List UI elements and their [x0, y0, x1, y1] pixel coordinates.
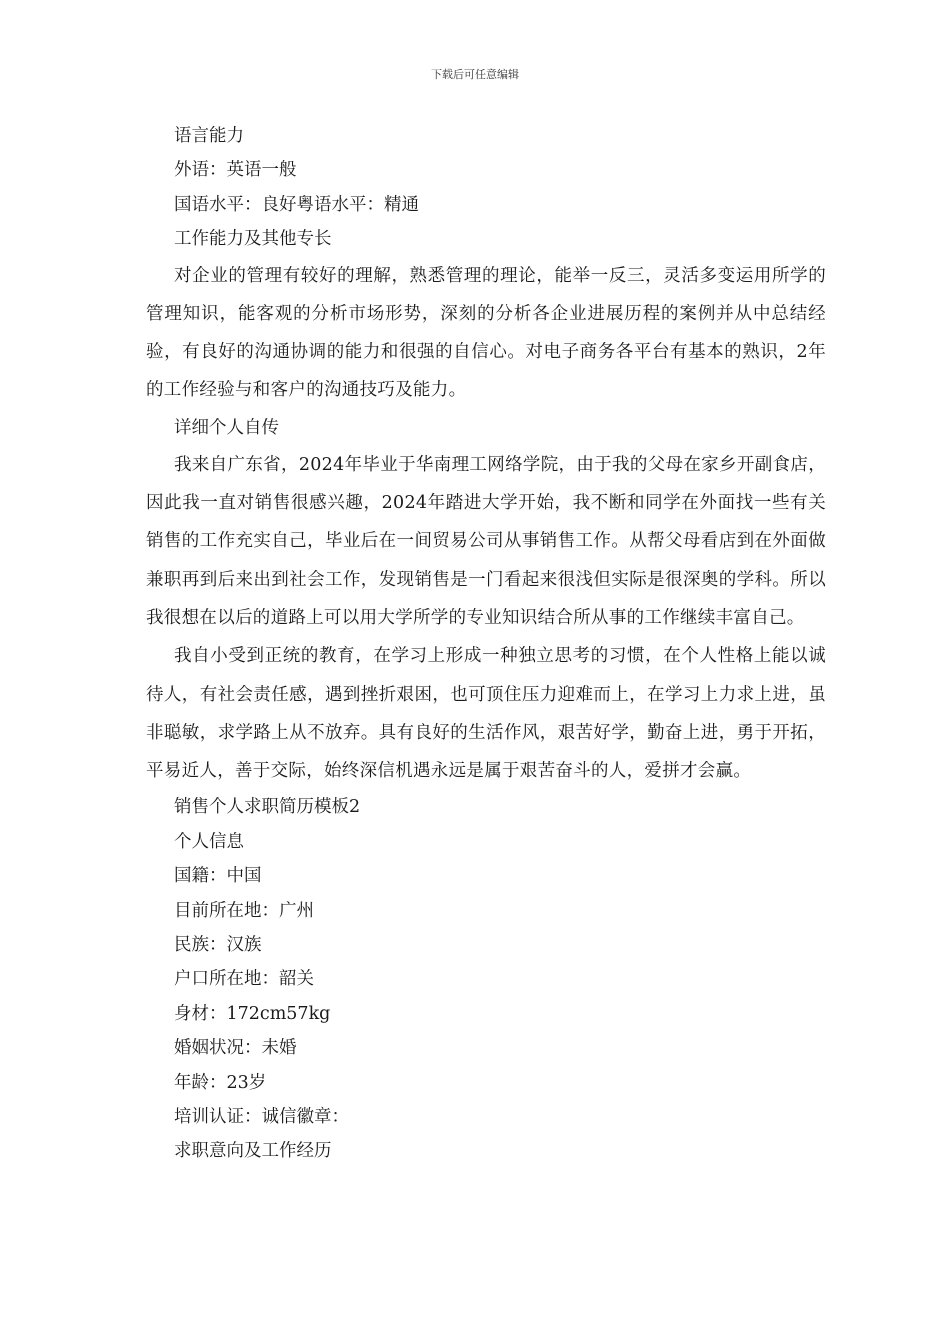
autobiography-paragraph-2: 我自小受到正统的教育，在学习上形成一种独立思考的习惯，在个人性格上能以诚待人，有社会责任感，遇到挫折艰困，也可顶住压力迎难而上，在学习上力求上进，虽非聪敏，求学路上从不放弃。具有良好的生活作风，艰苦好学，勤奋上进，勇于开拓，平易近人，善于交际，始终深信机遇永远是属于艰苦奋斗的人，爱拼才会赢。 — [146, 646, 826, 782]
section-heading-language: 语言能力 — [174, 126, 244, 146]
age-line: 年龄：23岁 — [174, 1072, 267, 1093]
template-2-title: 销售个人求职简历模板2 — [174, 797, 361, 818]
section-heading-work-ability: 工作能力及其他专长 — [174, 229, 332, 250]
marital-status-line: 婚姻状况：未婚 — [174, 1038, 297, 1059]
hukou-location-line: 户口所在地：韶关 — [174, 969, 314, 990]
work-ability-paragraph: 对企业的管理有较好的理解，熟悉管理的理论，能举一反三，灵活多变运用所学的管理知识，能客观的分析市场形势，深刻的分析各企业进展历程的案例并从中总结经验，有良好的沟通协调的能力和很强的自信心。对电子商务各平台有基本的熟识，2年的工作经验与和客户的沟通技巧及能力。 — [146, 265, 826, 401]
autobiography-paragraph-1: 我来自广东省，2024年毕业于华南理工网络学院，由于我的父母在家乡开副食店，因此我一直对销售很感兴趣，2024年踏进大学开始，我不断和同学在外面找一些有关销售的工作充实自己，毕业后在一间贸易公司从事销售工作。从帮父母看店到在外面做兼职再到后来出到社会工作，发现销售是一门看起来很浅但实际是很深奥的学科。所以我很想在以后的道路上可以用大学所学的专业知识结合所从事的工作继续丰富自己。 — [146, 454, 826, 628]
foreign-language-line: 外语：英语一般 — [174, 160, 297, 181]
mandarin-level-line: 国语水平：良好粤语水平：精通 — [174, 194, 419, 215]
page-header-note: 下载后可任意编辑 — [431, 68, 519, 81]
current-location-line: 目前所在地：广州 — [174, 900, 314, 921]
document-body — [146, 119, 826, 1169]
section-heading-autobiography: 详细个人自传 — [174, 417, 279, 438]
nationality-line: 国籍：中国 — [174, 866, 262, 887]
section-heading-personal-info: 个人信息 — [174, 831, 244, 852]
certification-line: 培训认证：诚信徽章： — [174, 1106, 349, 1127]
section-heading-job-intention: 求职意向及工作经历 — [174, 1141, 332, 1162]
ethnicity-line: 民族：汉族 — [174, 934, 262, 955]
body-measurement-line: 身材：172cm57kg — [174, 1003, 331, 1024]
